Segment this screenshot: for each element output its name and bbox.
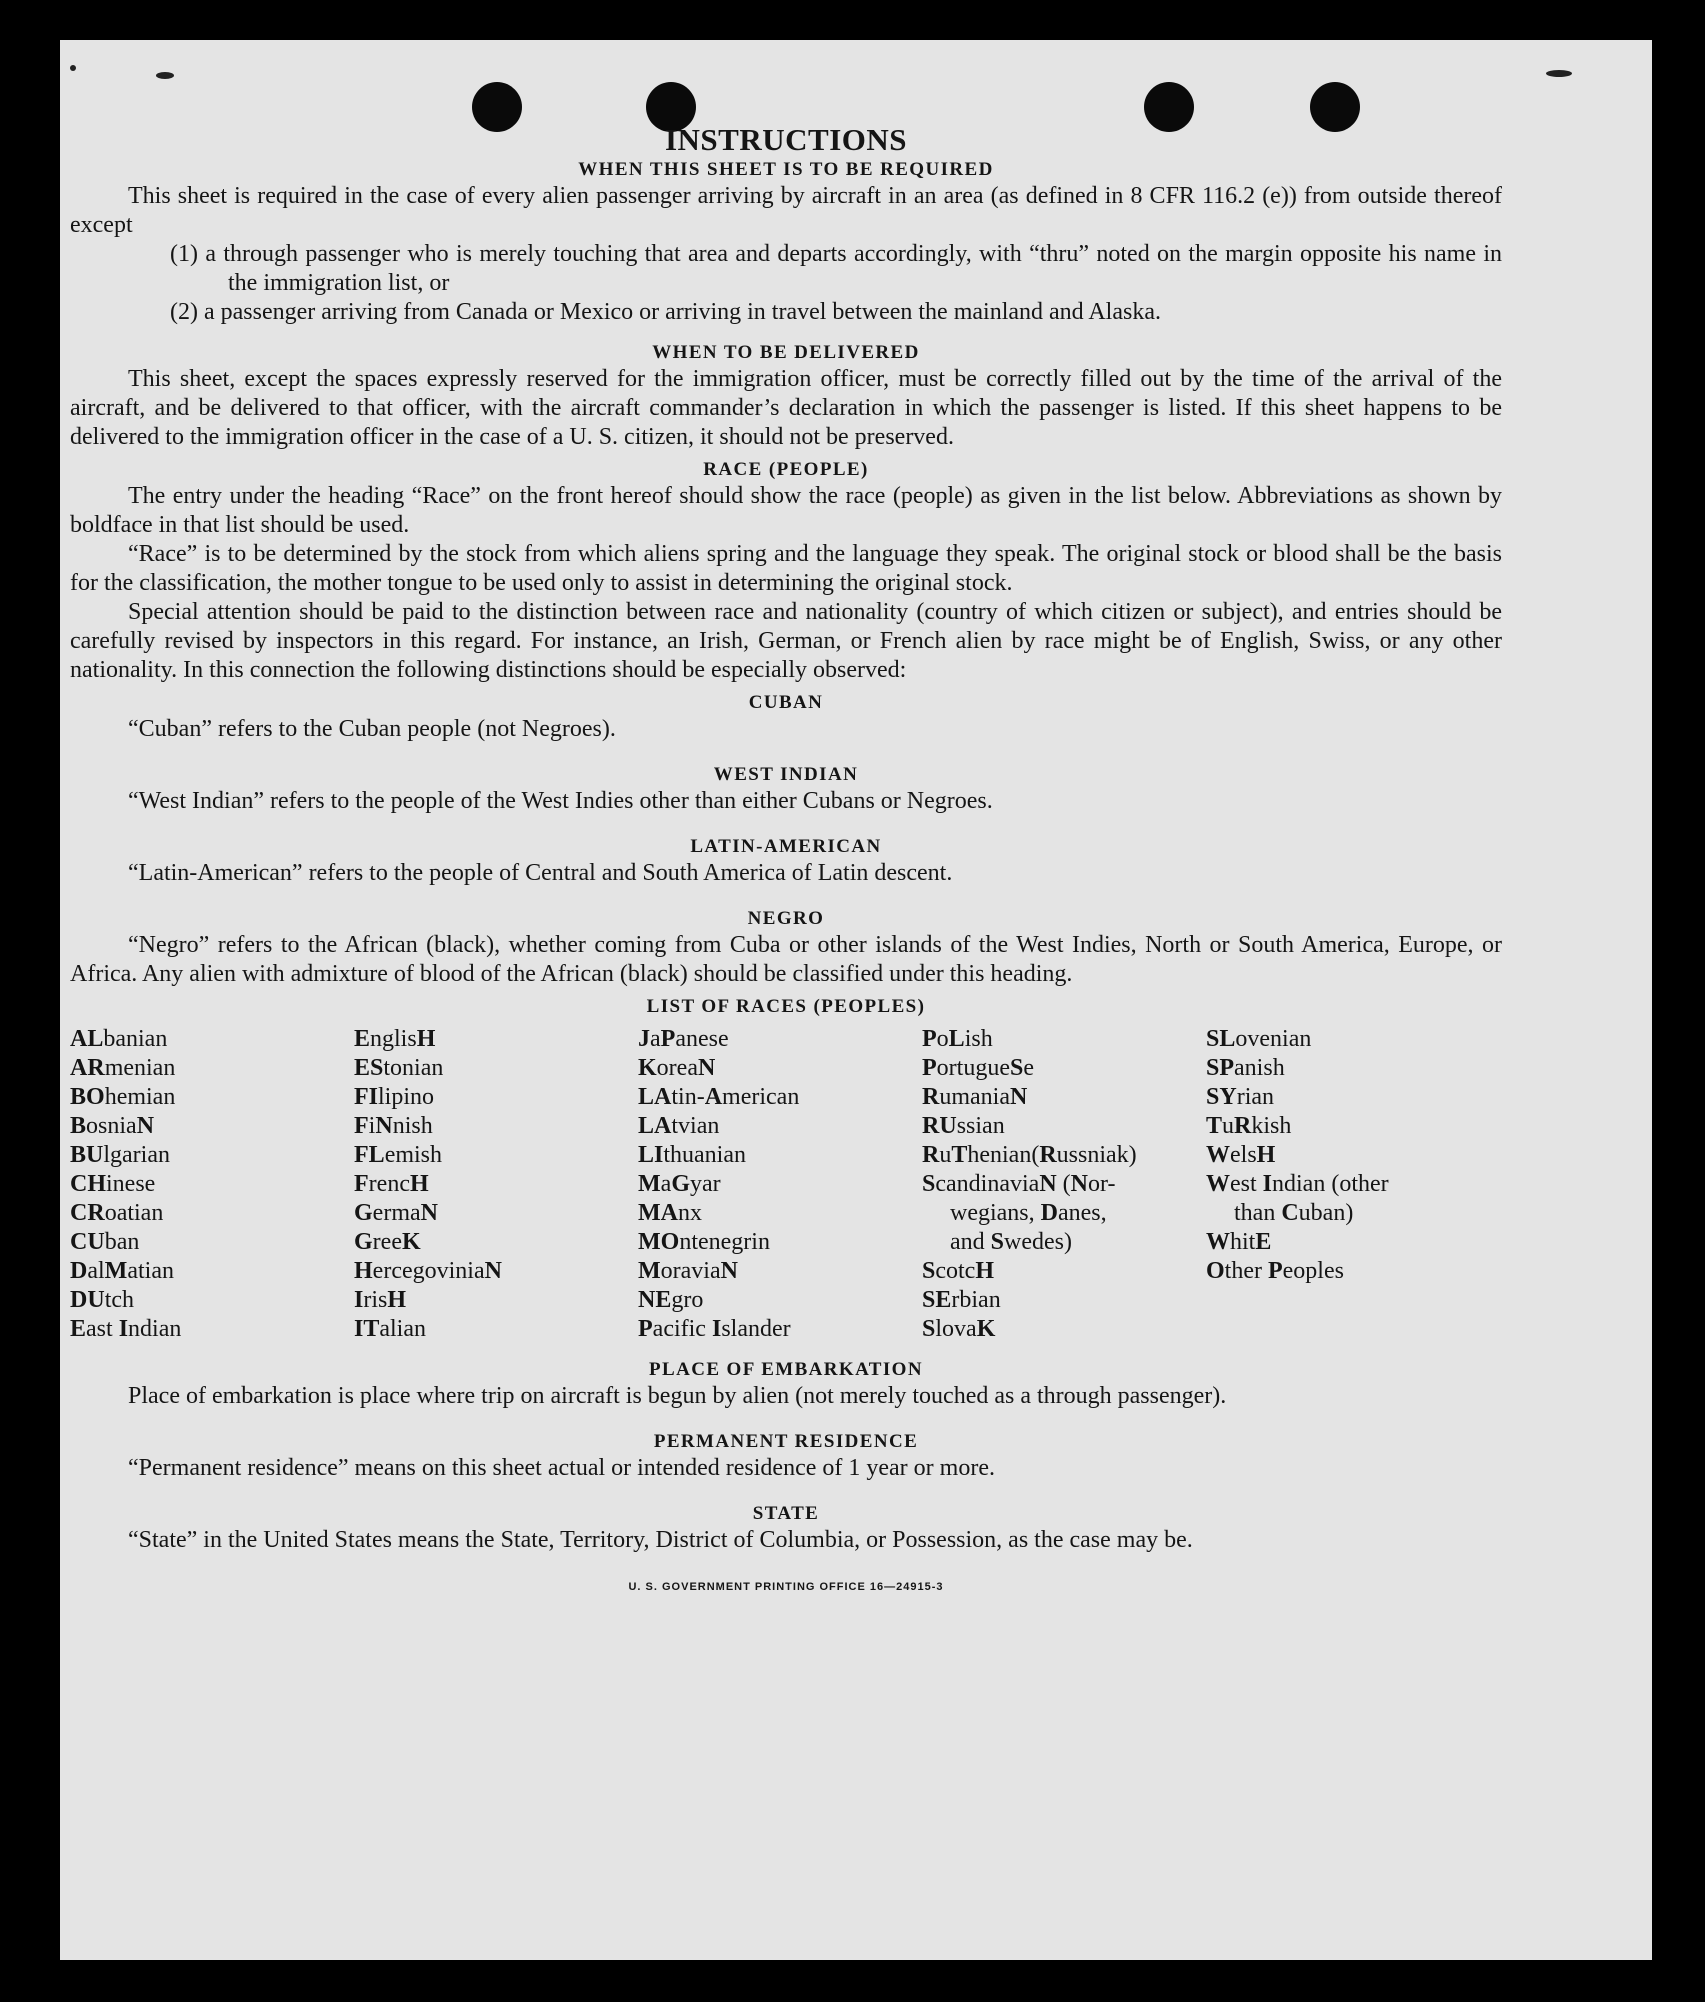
race-item: WelsH [1206, 1142, 1276, 1168]
race-item: PoLish [922, 1026, 993, 1052]
paragraph: “Negro” refers to the African (black), whether coming from Cuba or other islands of the West Indies, North or South America, Europe, or Africa. Any alien with admixture of blood of the African (black) should be classified under this heading. [70, 932, 1502, 987]
race-item: RumaniaN [922, 1084, 1028, 1110]
race-item: FLemish [354, 1142, 443, 1168]
race-item: SYrian [1206, 1084, 1275, 1110]
race-column [354, 1025, 638, 1344]
section-heading: WHEN TO BE DELIVERED [652, 342, 920, 363]
race-item: Other Peoples [1206, 1258, 1344, 1284]
race-item: ScandinaviaN (Nor- [922, 1171, 1116, 1197]
race-item: BOhemian [70, 1084, 176, 1110]
race-list [70, 1025, 1502, 1344]
race-item: FiNnish [354, 1113, 433, 1139]
race-item: LAtin-American [638, 1084, 800, 1110]
section-heading: WHEN THIS SHEET IS TO BE REQUIRED [578, 159, 994, 180]
race-item: KoreaN [638, 1055, 716, 1081]
race-item: SLovenian [1206, 1026, 1312, 1052]
speck [1546, 70, 1572, 77]
race-item: BUlgarian [70, 1142, 170, 1168]
race-item: ALbanian [70, 1026, 168, 1052]
race-item: HercegoviniaN [354, 1258, 502, 1284]
section-heading: WEST INDIAN [713, 764, 859, 785]
race-item: wegians, Danes, [950, 1200, 1107, 1226]
paragraph: “Race” is to be determined by the stock from which aliens spring and the language they speak. The original stock or blood shall be the basis for the classification, the mother tongue to be used only to assist in determining the original stock. [70, 541, 1502, 596]
page-title: INSTRUCTIONS [664, 122, 907, 157]
race-item: MOntenegrin [638, 1229, 770, 1255]
race-item: JaPanese [638, 1026, 729, 1052]
document-page [60, 40, 1652, 1960]
list-item: (1) a through passenger who is merely touching that area and departs accordingly, with “thru” noted on the margin opposite his name in the immigration list, or [170, 241, 1502, 296]
race-item: WhitE [1206, 1229, 1272, 1255]
paragraph: “Permanent residence” means on this sheet actual or intended residence of 1 year or more. [128, 1455, 995, 1481]
race-column [70, 1025, 354, 1344]
paragraph: Place of embarkation is place where trip on aircraft is begun by alien (not merely touched as a through passenger). [128, 1383, 1227, 1409]
race-item: SErbian [922, 1287, 1001, 1313]
race-column [922, 1025, 1206, 1344]
paragraph: This sheet, except the spaces expressly reserved for the immigration officer, must be correctly filled out by the time of the arrival of the aircraft, and be delivered to that officer, with the aircraft commander’s declaration in which the passenger is listed. If this sheet happens to be delivered to the immigration officer in the case of a U. S. citizen, it should not be preserved. [70, 366, 1502, 450]
race-item: EnglisH [354, 1026, 436, 1052]
race-item: SlovaK [922, 1316, 996, 1342]
race-column [638, 1025, 922, 1344]
race-item: BosniaN [70, 1113, 155, 1139]
race-item: GreeK [354, 1229, 421, 1255]
instructions-content [70, 122, 1502, 1602]
race-item: and Swedes) [950, 1229, 1072, 1255]
printer-imprint: U. S. GOVERNMENT PRINTING OFFICE 16—24915-3 [628, 1581, 944, 1593]
race-column [1206, 1025, 1490, 1344]
race-item: ARmenian [70, 1055, 176, 1081]
race-item: ITalian [354, 1316, 426, 1342]
paragraph: Special attention should be paid to the distinction between race and nationality (country of which citizen or subject), and entries should be carefully revised by inspectors in this regard. For instance, an Irish, German, or French alien by race might be of English, Swiss, or any other nationality. In this connection the following distinctions should be especially observed: [70, 599, 1502, 683]
race-item: SPanish [1206, 1055, 1285, 1081]
race-item: DUtch [70, 1287, 135, 1313]
race-item: GermaN [354, 1200, 438, 1226]
race-item: FrencH [354, 1171, 429, 1197]
list-item: (2) a passenger arriving from Canada or Mexico or arriving in travel between the mainland and Alaska. [170, 299, 1161, 325]
race-item: than Cuban) [1234, 1200, 1354, 1226]
race-item: MaGyar [638, 1171, 721, 1197]
paragraph: “Latin-American” refers to the people of Central and South America of Latin descent. [128, 860, 953, 886]
section-heading: LATIN-AMERICAN [690, 836, 882, 857]
race-item: ScotcH [922, 1258, 995, 1284]
race-item: PortugueSe [922, 1055, 1034, 1081]
section-heading: CUBAN [748, 692, 824, 713]
section-heading: PERMANENT RESIDENCE [653, 1431, 919, 1452]
race-item: East Indian [70, 1316, 182, 1342]
section-heading: RACE (PEOPLE) [703, 459, 869, 480]
race-item: LIthuanian [638, 1142, 746, 1168]
race-item: Pacific Islander [638, 1316, 791, 1342]
paragraph: “State” in the United States means the State, Territory, District of Columbia, or Possession, as the case may be. [128, 1527, 1193, 1553]
race-item: MoraviaN [638, 1258, 738, 1284]
race-item: DalMatian [70, 1258, 174, 1284]
section-heading: NEGRO [747, 908, 825, 929]
race-item: IrisH [354, 1287, 407, 1313]
section-heading: STATE [752, 1503, 820, 1524]
section-heading: PLACE OF EMBARKATION [649, 1359, 923, 1380]
race-item: MAnx [638, 1200, 702, 1226]
race-item: CUban [70, 1229, 140, 1255]
race-item: RUssian [922, 1113, 1005, 1139]
race-item: LAtvian [638, 1113, 720, 1139]
paragraph: This sheet is required in the case of every alien passenger arriving by aircraft in an area (as defined in 8 CFR 116.2 (e)) from outside thereof except [70, 183, 1502, 238]
race-item: RuThenian(Russniak) [922, 1142, 1137, 1168]
race-item: CHinese [70, 1171, 156, 1197]
paragraph: The entry under the heading “Race” on the front hereof should show the race (people) as given in the list below. Abbreviations as shown by boldface in that list should be used. [70, 483, 1502, 538]
race-item: EStonian [354, 1055, 444, 1081]
paragraph: “Cuban” refers to the Cuban people (not Negroes). [128, 716, 616, 742]
speck [156, 72, 174, 79]
race-item: FIlipino [354, 1084, 435, 1110]
speck [70, 65, 76, 71]
paragraph: “West Indian” refers to the people of the West Indies other than either Cubans or Negroes. [128, 788, 993, 814]
section-heading: LIST OF RACES (PEOPLES) [646, 996, 926, 1017]
race-item: NEgro [638, 1287, 704, 1313]
race-item: CRoatian [70, 1200, 164, 1226]
race-item: TuRkish [1206, 1113, 1292, 1139]
race-item: West Indian (other [1206, 1171, 1389, 1197]
